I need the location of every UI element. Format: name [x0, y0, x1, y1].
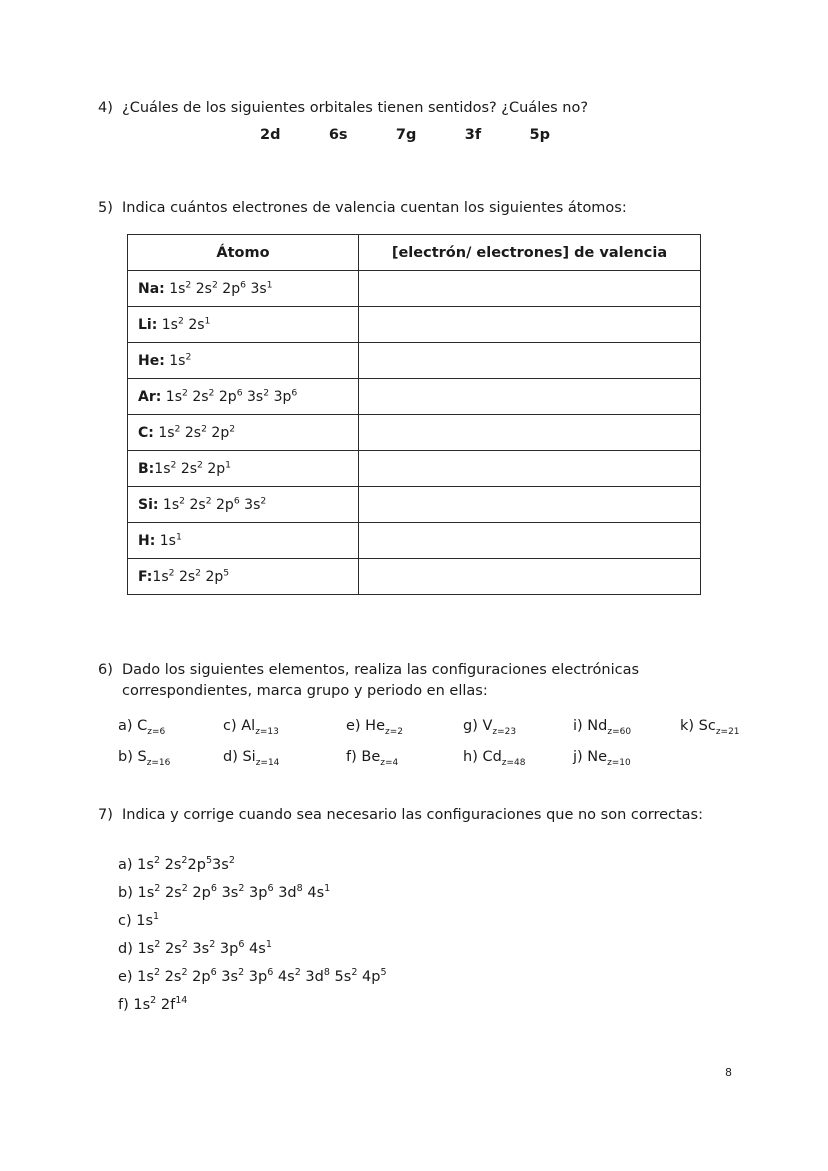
table-row	[128, 343, 701, 379]
table-row	[128, 271, 701, 307]
element-item-g: g) $V_{z=23}$	[463, 718, 517, 737]
question-6-number: 6)	[98, 662, 113, 678]
orbital-label-2: 7g	[395, 127, 417, 143]
orbital-label-1: 6s	[328, 127, 348, 143]
valence-answer-cell-8[interactable]	[359, 559, 701, 595]
question-6-element-list	[118, 711, 738, 773]
element-item-b: b) $S_{z=16}$	[118, 749, 171, 768]
orbital-label-0: 2d	[260, 127, 281, 143]
element-item-e: e) $He_{z=2}$	[346, 718, 403, 737]
atom-cell-8: $F:1s^2$ $2s^2$ $2p^5$	[128, 559, 359, 595]
table-row	[128, 379, 701, 415]
atom-cell-3: Ar: $1s^2$ $2s^2$ $2p^6$ $3s^2$ $3p^6$	[128, 379, 359, 415]
question-7	[98, 805, 730, 826]
valence-answer-cell-3[interactable]	[359, 379, 701, 415]
table-header-row	[128, 235, 701, 271]
atom-cell-7: H: $1s^1$	[128, 523, 359, 559]
orbital-label-4: 5p	[529, 127, 550, 143]
valence-answer-cell-7[interactable]	[359, 523, 701, 559]
orbital-label-3: 3f	[464, 127, 482, 143]
element-item-k: k) $Sc_{z=21}$	[680, 718, 740, 737]
element-item-d: d) $Si_{z=14}$	[223, 749, 280, 768]
question-5-number: 5)	[98, 200, 113, 216]
question-6-text: Dado los siguientes elementos, realiza las configuraciones electrónicas correspondientes, marca grupo y periodo en ellas:	[122, 662, 640, 699]
page-number: 8	[725, 1066, 732, 1079]
question-4-orbital-list	[260, 127, 550, 143]
atom-cell-1: Li: $1s^2$ $2s^1$	[128, 307, 359, 343]
question-6	[98, 660, 698, 702]
config-item-c: c) $1s^1$	[118, 911, 160, 929]
question-4-number: 4)	[98, 100, 113, 116]
column-header-atom: Átomo	[128, 235, 359, 271]
valence-answer-cell-1[interactable]	[359, 307, 701, 343]
atom-cell-2: He: $1s^2$	[128, 343, 359, 379]
valence-answer-cell-2[interactable]	[359, 343, 701, 379]
atom-cell-5: $B:1s^2$ $2s^2$ $2p^1$	[128, 451, 359, 487]
question-7-number: 7)	[98, 807, 113, 823]
question-6-row-2	[118, 742, 738, 773]
element-item-i: i) $Nd_{z=60}$	[573, 718, 632, 737]
element-item-j: j) $Ne_{z=10}$	[573, 749, 631, 768]
table-row	[128, 559, 701, 595]
question-5-text: Indica cuántos electrones de valencia cuentan los siguientes átomos:	[122, 200, 627, 216]
valence-answer-cell-5[interactable]	[359, 451, 701, 487]
column-header-valence: [electrón/ electrones] de valencia	[359, 235, 701, 271]
table-row	[128, 523, 701, 559]
config-item-b: b) $1s^2$ $2s^2$ $2p^6$ $3s^2$ $3p^6$ $3d^8$ $4s^1$	[118, 883, 331, 901]
question-5	[98, 198, 758, 219]
valence-answer-cell-6[interactable]	[359, 487, 701, 523]
valence-answer-cell-0[interactable]	[359, 271, 701, 307]
config-item-e: e) $1s^2$ $2s^2$ $2p^6$ $3s^2$ $3p^6$ $4s^2$ $3d^8$ $5s^2$ $4p^5$	[118, 967, 387, 985]
table-row	[128, 487, 701, 523]
config-item-d: d) $1s^2$ $2s^2$ $3s^2$ $3p^6$ $4s^1$	[118, 939, 272, 957]
table-row	[128, 415, 701, 451]
atom-cell-4: C: $1s^2$ $2s^2$ $2p^2$	[128, 415, 359, 451]
element-item-a: a) $C_{z=6}$	[118, 718, 166, 737]
config-item-f: f) $1s^2$ $2f^{14}$	[118, 995, 188, 1013]
element-item-f: f) $Be_{z=4}$	[346, 749, 399, 768]
valence-electrons-table	[127, 234, 701, 595]
question-7-config-list	[118, 851, 718, 1019]
element-item-h: h) $Cd_{z=48}$	[463, 749, 526, 768]
config-item-a: a) $1s^2$ $2s^22p^53s^2$	[118, 855, 235, 873]
question-4-text: ¿Cuáles de los siguientes orbitales tienen sentidos? ¿Cuáles no?	[122, 100, 589, 116]
table-row	[128, 451, 701, 487]
question-4	[98, 98, 758, 119]
question-7-text: Indica y corrige cuando sea necesario las configuraciones que no son correctas:	[122, 807, 703, 823]
atom-cell-0: Na: $1s^2$ $2s^2$ $2p^6$ $3s^1$	[128, 271, 359, 307]
element-item-c: c) $Al_{z=13}$	[223, 718, 279, 737]
question-6-row-1	[118, 711, 738, 742]
valence-answer-cell-4[interactable]	[359, 415, 701, 451]
atom-cell-6: Si: $1s^2$ $2s^2$ $2p^6$ $3s^2$	[128, 487, 359, 523]
table-row	[128, 307, 701, 343]
